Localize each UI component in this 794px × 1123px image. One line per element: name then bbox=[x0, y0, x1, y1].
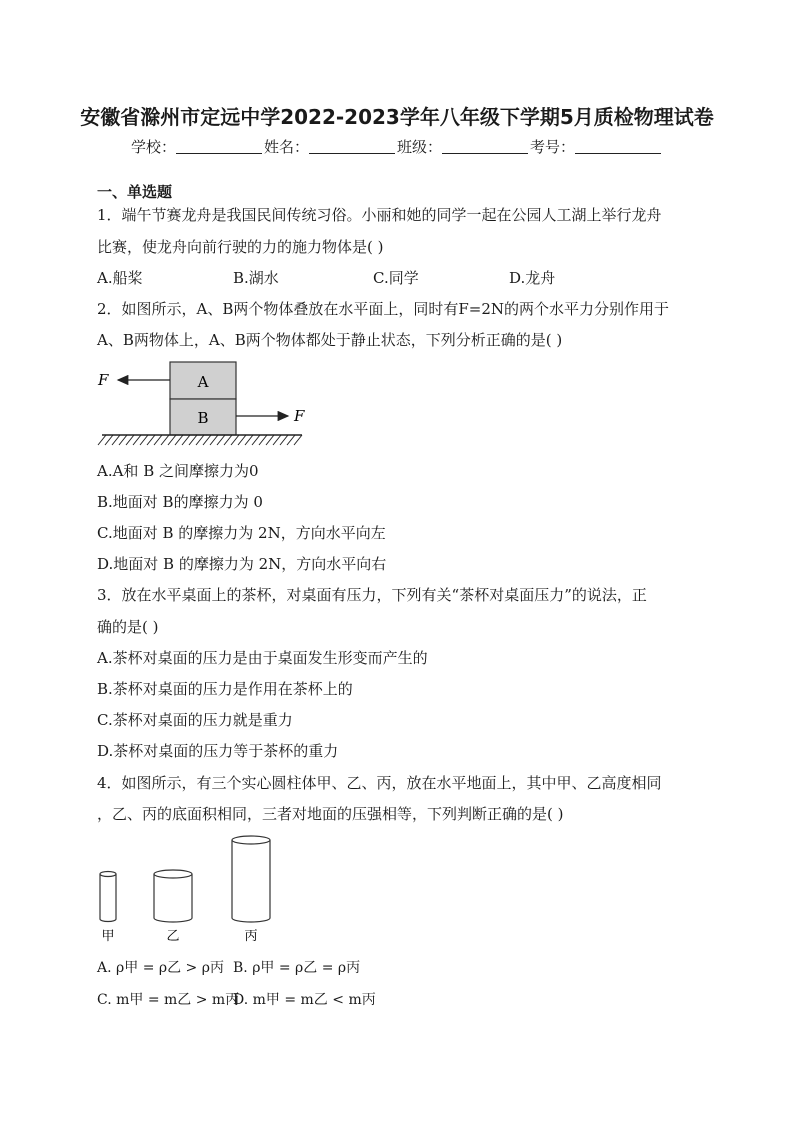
hatch-mark bbox=[189, 435, 197, 445]
hatch-mark bbox=[210, 435, 218, 445]
hatch-mark bbox=[161, 435, 169, 445]
cylinder-bing bbox=[232, 836, 270, 922]
q1-option-d[interactable]: D.龙舟 bbox=[509, 269, 556, 287]
q4-option-a[interactable]: A. ρ甲 = ρ乙 > ρ丙 bbox=[97, 960, 224, 976]
hatch-mark bbox=[252, 435, 260, 445]
number-blank[interactable] bbox=[575, 139, 661, 154]
hatch-mark bbox=[203, 435, 211, 445]
hatch-mark bbox=[119, 435, 127, 445]
hatch-mark bbox=[266, 435, 274, 445]
force-right-label: F bbox=[294, 407, 305, 425]
force-left-label: F bbox=[98, 371, 109, 389]
q2-option-a[interactable]: A.A和 B 之间摩擦力为0 bbox=[97, 462, 259, 480]
hatch-mark bbox=[175, 435, 183, 445]
hatch-mark bbox=[245, 435, 253, 445]
hatch-mark bbox=[294, 435, 302, 445]
q2-option-c[interactable]: C.地面对 B 的摩擦力为 2N，方向水平向左 bbox=[97, 524, 386, 542]
block-b-label: B bbox=[197, 409, 209, 427]
q1-stem-line1: 1．端午节赛龙舟是我国民间传统习俗。小丽和她的同学一起在公园人工湖上举行龙舟 bbox=[97, 206, 662, 224]
q1-option-c[interactable]: C.同学 bbox=[373, 269, 419, 287]
q2-stem-line2: A、B两物体上，A、B两个物体都处于静止状态，下列分析正确的是( ) bbox=[97, 331, 563, 349]
hatch-mark bbox=[273, 435, 281, 445]
hatch-mark bbox=[140, 435, 148, 445]
number-label: 考号： bbox=[530, 138, 576, 156]
q3-option-d[interactable]: D.茶杯对桌面的压力等于茶杯的重力 bbox=[97, 742, 339, 760]
hatch-mark bbox=[112, 435, 120, 445]
hatch-mark bbox=[238, 435, 246, 445]
exam-title: 安徽省滁州市定远中学2022-2023学年八年级下学期5月质检物理试卷 bbox=[80, 105, 714, 129]
hatch-mark bbox=[217, 435, 225, 445]
cylinder-jia bbox=[100, 872, 116, 922]
label-yi: 乙 bbox=[166, 929, 180, 944]
ground-hatching bbox=[98, 435, 302, 445]
hatch-mark bbox=[231, 435, 239, 445]
q1-option-b[interactable]: B.湖水 bbox=[233, 269, 279, 287]
q4-stem-line2: ，乙、丙的底面积相同，三者对地面的压强相等，下列判断正确的是( ) bbox=[97, 805, 564, 823]
q4-stem-line1: 4．如图所示，有三个实心圆柱体甲、乙、丙，放在水平地面上，其中甲、乙高度相同 bbox=[97, 774, 662, 792]
q1-stem-line2: 比赛，使龙舟向前行驶的力的施力物体是( ) bbox=[97, 238, 384, 256]
class-label: 班级： bbox=[397, 138, 443, 156]
student-info-line bbox=[0, 136, 794, 157]
q2-option-b[interactable]: B.地面对 B的摩擦力为 0 bbox=[97, 493, 263, 511]
class-blank[interactable] bbox=[442, 139, 528, 154]
hatch-mark bbox=[154, 435, 162, 445]
q2-stem-line1: 2．如图所示，A、B两个物体叠放在水平面上，同时有F=2N的两个水平力分别作用于 bbox=[97, 300, 670, 318]
q2-blocks-figure bbox=[96, 356, 316, 452]
hatch-mark bbox=[133, 435, 141, 445]
hatch-mark bbox=[287, 435, 295, 445]
section-heading: 一、单选题 bbox=[97, 183, 173, 201]
q4-option-c[interactable]: C. m甲 = m乙 > m丙 bbox=[97, 992, 240, 1008]
hatch-mark bbox=[105, 435, 113, 445]
q4-cylinders-figure bbox=[90, 832, 290, 948]
q3-option-a[interactable]: A.茶杯对桌面的压力是由于桌面发生形变而产生的 bbox=[97, 649, 428, 667]
hatch-mark bbox=[280, 435, 288, 445]
q1-option-a[interactable]: A.船桨 bbox=[97, 269, 143, 287]
q2-option-d[interactable]: D.地面对 B 的摩擦力为 2N，方向水平向右 bbox=[97, 555, 387, 573]
cylinder-yi bbox=[154, 870, 192, 922]
q3-option-b[interactable]: B.茶杯对桌面的压力是作用在茶杯上的 bbox=[97, 680, 353, 698]
name-blank[interactable] bbox=[309, 139, 395, 154]
hatch-mark bbox=[126, 435, 134, 445]
label-jia: 甲 bbox=[101, 929, 115, 944]
name-label: 姓名： bbox=[263, 138, 309, 156]
label-bing: 丙 bbox=[244, 929, 258, 944]
q3-stem-line2: 确的是( ) bbox=[97, 618, 159, 636]
hatch-mark bbox=[98, 435, 106, 445]
hatch-mark bbox=[224, 435, 232, 445]
q3-stem-line1: 3．放在水平桌面上的茶杯，对桌面有压力，下列有关“茶杯对桌面压力”的说法，正 bbox=[97, 586, 647, 604]
hatch-mark bbox=[182, 435, 190, 445]
q3-option-c[interactable]: C.茶杯对桌面的压力就是重力 bbox=[97, 711, 293, 729]
hatch-mark bbox=[168, 435, 176, 445]
school-label: 学校： bbox=[130, 138, 176, 156]
block-a-label: A bbox=[197, 373, 209, 391]
q4-option-d[interactable]: D. m甲 = m乙 < m丙 bbox=[233, 992, 376, 1008]
hatch-mark bbox=[196, 435, 204, 445]
hatch-mark bbox=[147, 435, 155, 445]
hatch-mark bbox=[259, 435, 267, 445]
q4-option-b[interactable]: B. ρ甲 = ρ乙 = ρ丙 bbox=[233, 960, 361, 976]
school-blank[interactable] bbox=[176, 139, 262, 154]
